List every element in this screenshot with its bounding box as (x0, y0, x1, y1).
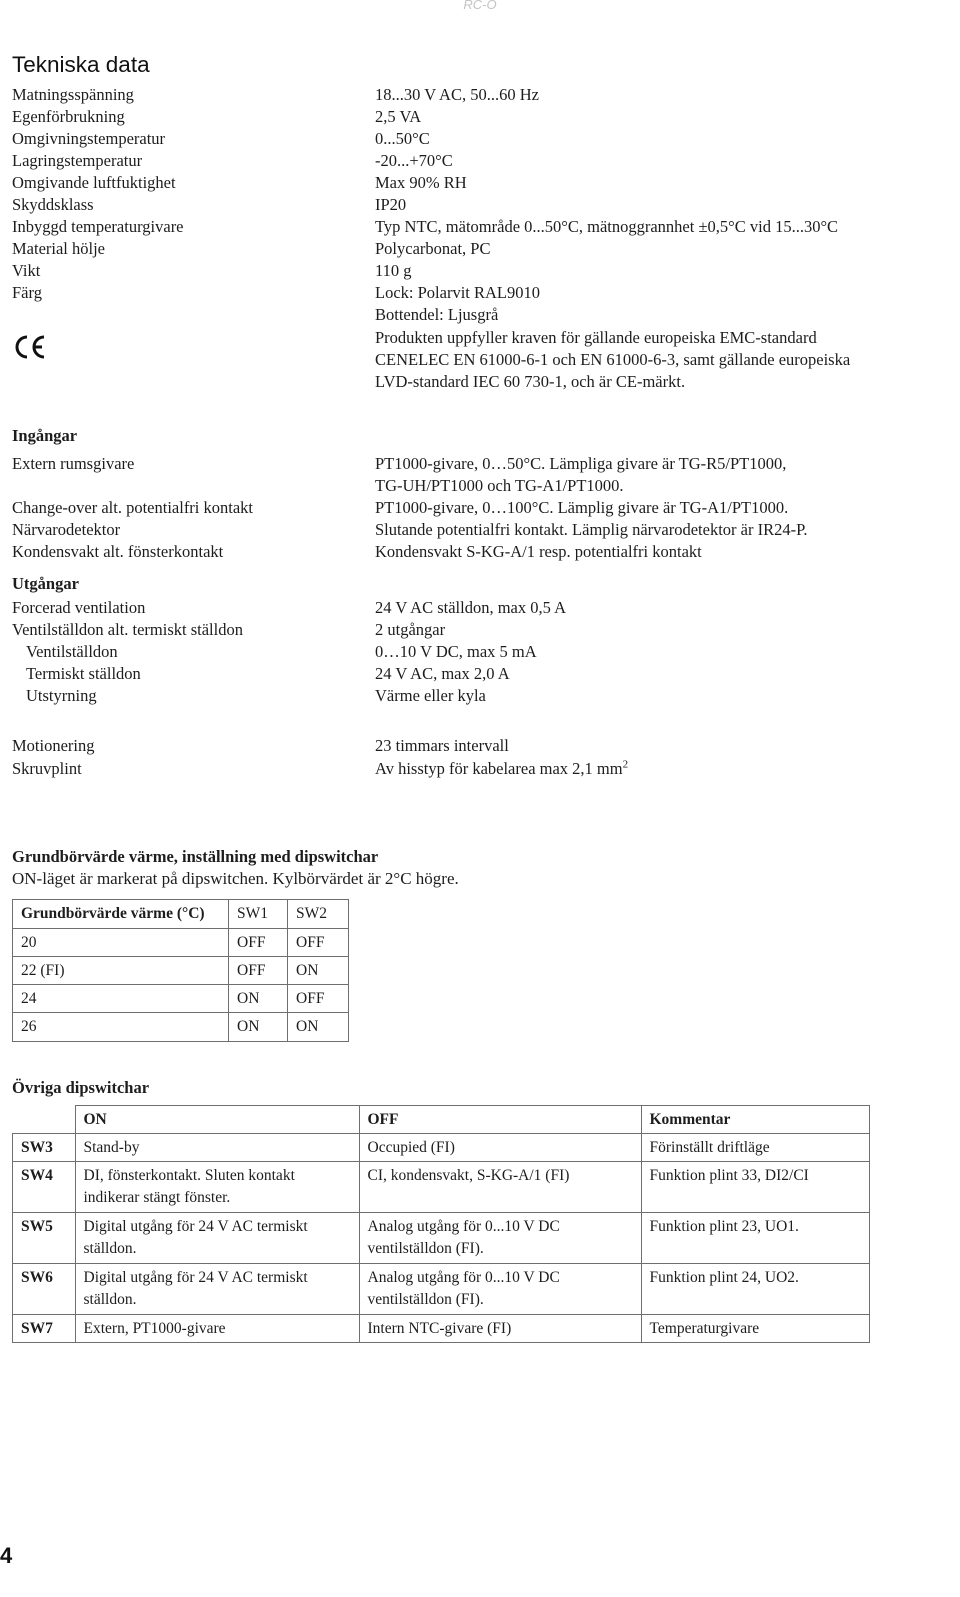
heat-setpoint-table (12, 899, 349, 1042)
table-row (13, 1013, 349, 1042)
table-header-cell: Kommentar (641, 1106, 870, 1134)
input-label: Extern rumsgivare (12, 454, 135, 473)
input-label: Kondensvakt alt. fönsterkontakt (12, 542, 224, 561)
table-cell: 26 (13, 1013, 229, 1042)
table-cell: SW3 (13, 1134, 76, 1162)
table-cell: OFF (288, 929, 349, 957)
cell-line: Digital utgång för 24 V AC termiskt (83, 1269, 308, 1286)
spec-label: Lagringstemperatur (12, 151, 143, 170)
output-value: Värme eller kyla (375, 686, 486, 705)
output-label: Forcerad ventilation (12, 598, 146, 617)
table-cell: ON (288, 1013, 349, 1042)
input-value: PT1000-givare, 0…50°C. Lämpliga givare är TG-R5/PT1000, (375, 454, 787, 473)
table-header-row (13, 1106, 870, 1134)
spec-value: Lock: Polarvit RAL9010 (375, 283, 540, 302)
table-cell: Extern, PT1000-givare (75, 1315, 359, 1343)
ce-mark-icon (13, 333, 47, 361)
table-cell: Intern NTC-givare (FI) (359, 1315, 641, 1343)
input-value: PT1000-givare, 0…100°C. Lämplig givare är TG-A1/PT1000. (375, 498, 789, 517)
table-cell: SW4 (13, 1162, 76, 1213)
spec-value: Max 90% RH (375, 173, 467, 192)
table-row (13, 929, 349, 957)
table-cell: 22 (FI) (13, 957, 229, 985)
output-label: Ventilställdon (26, 642, 118, 661)
inputs-heading: Ingångar (12, 426, 78, 445)
table-cell: ON (229, 985, 288, 1013)
spec-value: Typ NTC, mätområde 0...50°C, mätnoggrannhet ±0,5°C vid 15...30°C (375, 217, 839, 236)
spec-label: Vikt (12, 261, 41, 280)
spec-value: 2,5 VA (375, 107, 422, 126)
ce-text-line: LVD-standard IEC 60 730-1, och är CE-märkt. (375, 372, 686, 391)
table-cell: 24 (13, 985, 229, 1013)
cell-line: Digital utgång för 24 V AC termiskt (83, 1218, 308, 1235)
table-cell: Funktion plint 23, UO1. (641, 1213, 870, 1264)
spec-label: Inbyggd temperaturgivare (12, 217, 184, 236)
spec-value: 18...30 V AC, 50...60 Hz (375, 85, 539, 104)
table-cell: Funktion plint 24, UO2. (641, 1264, 870, 1315)
spec-value-color-bottom: Bottendel: Ljusgrå (375, 305, 499, 324)
table-cell (359, 1264, 641, 1315)
cell-line: ventilställdon (FI). (367, 1291, 484, 1308)
output-value: 24 V AC ställdon, max 0,5 A (375, 598, 566, 617)
input-value: Slutande potentialfri kontakt. Lämplig närvarodetektor är IR24-P. (375, 520, 808, 539)
input-value-cont: TG-UH/PT1000 och TG-A1/PT1000. (375, 476, 624, 495)
page-title: Tekniska data (12, 52, 150, 77)
input-value: Kondensvakt S-KG-A/1 resp. potentialfri kontakt (375, 542, 702, 561)
output-label: Utstyrning (26, 686, 97, 705)
misc-label: Motionering (12, 736, 95, 755)
output-value: 0…10 V DC, max 5 mA (375, 642, 537, 661)
table-cell: SW5 (13, 1213, 76, 1264)
cell-line: Analog utgång för 0...10 V DC (367, 1218, 560, 1235)
cell-line: Analog utgång för 0...10 V DC (367, 1269, 560, 1286)
table-header-cell: OFF (359, 1106, 641, 1134)
input-label: Närvarodetektor (12, 520, 121, 539)
spec-label: Matningsspänning (12, 85, 134, 104)
table-header-cell: ON (75, 1106, 359, 1134)
table-cell: 20 (13, 929, 229, 957)
table-row (13, 1134, 870, 1162)
table-row (13, 1162, 870, 1213)
misc-value (375, 758, 628, 780)
output-label: Ventilställdon alt. termiskt ställdon (12, 620, 243, 639)
spec-value: 110 g (375, 261, 412, 280)
cell-line: DI, fönsterkontakt. Sluten kontakt (83, 1167, 295, 1184)
output-label: Termiskt ställdon (26, 664, 141, 683)
table-cell: ON (288, 957, 349, 985)
table-header-cell (13, 1106, 76, 1134)
spec-label: Egenförbrukning (12, 107, 125, 126)
running-header: RC-O (463, 0, 497, 12)
table-cell: Stand-by (75, 1134, 359, 1162)
table-header-cell: SW1 (229, 900, 288, 929)
superscript: 2 (622, 758, 629, 771)
spec-value: Polycarbonat, PC (375, 239, 491, 258)
table-row (13, 985, 349, 1013)
output-value: 2 utgångar (375, 620, 446, 639)
table-row (13, 1264, 870, 1315)
table-header-cell: SW2 (288, 900, 349, 929)
table-row (13, 1213, 870, 1264)
table-cell: Temperaturgivare (641, 1315, 870, 1343)
cell-line: ställdon. (83, 1240, 137, 1257)
table-cell (75, 1213, 359, 1264)
input-label: Change-over alt. potentialfri kontakt (12, 498, 254, 517)
table-cell: OFF (288, 985, 349, 1013)
table-cell (359, 1213, 641, 1264)
table-header-cell: Grundbörvärde värme (°C) (13, 900, 229, 929)
ce-text-line: CENELEC EN 61000-6-1 och EN 61000-6-3, samt gällande europeiska (375, 350, 851, 369)
table-cell: Förinställt driftläge (641, 1134, 870, 1162)
table-row (13, 1315, 870, 1343)
table-cell: OFF (229, 929, 288, 957)
table-cell: CI, kondensvakt, S-KG-A/1 (FI) (359, 1162, 641, 1213)
spec-label: Skyddsklass (12, 195, 94, 214)
table-row (13, 957, 349, 985)
ce-text-line: Produkten uppfyller kraven för gällande europeiska EMC-standard (375, 328, 817, 347)
outputs-heading: Utgångar (12, 574, 79, 593)
misc-label: Skruvplint (12, 759, 82, 778)
cell-line: ventilställdon (FI). (367, 1240, 484, 1257)
spec-label: Omgivande luftfuktighet (12, 173, 176, 192)
table-cell (75, 1264, 359, 1315)
spec-label: Material hölje (12, 239, 106, 258)
page-number: 4 (0, 1543, 13, 1568)
table-cell: Occupied (FI) (359, 1134, 641, 1162)
dipswitch-table (12, 1105, 870, 1343)
spec-label: Omgivningstemperatur (12, 129, 166, 148)
output-value: 24 V AC, max 2,0 A (375, 664, 510, 683)
heat-section-heading: Grundbörvärde värme, inställning med dipswitchar (12, 847, 379, 866)
spec-value: 0...50°C (375, 129, 430, 148)
cell-line: ställdon. (83, 1291, 137, 1308)
spec-value: -20...+70°C (375, 151, 453, 170)
spec-value: IP20 (375, 195, 407, 214)
misc-value: 23 timmars intervall (375, 736, 509, 755)
table-cell: SW6 (13, 1264, 76, 1315)
cell-line: indikerar stängt fönster. (83, 1189, 231, 1206)
table-cell: Funktion plint 33, DI2/CI (641, 1162, 870, 1213)
misc-value-text: Av hisstyp för kabelarea max 2,1 mm (375, 759, 623, 778)
heat-section-subtext: ON-läget är markerat på dipswitchen. Kylbörvärdet är 2°C högre. (12, 869, 459, 888)
other-section-heading: Övriga dipswitchar (12, 1078, 150, 1097)
table-header-row (13, 900, 349, 929)
table-cell (75, 1162, 359, 1213)
table-cell: SW7 (13, 1315, 76, 1343)
table-cell: ON (229, 1013, 288, 1042)
table-cell: OFF (229, 957, 288, 985)
spec-label: Färg (12, 283, 42, 302)
